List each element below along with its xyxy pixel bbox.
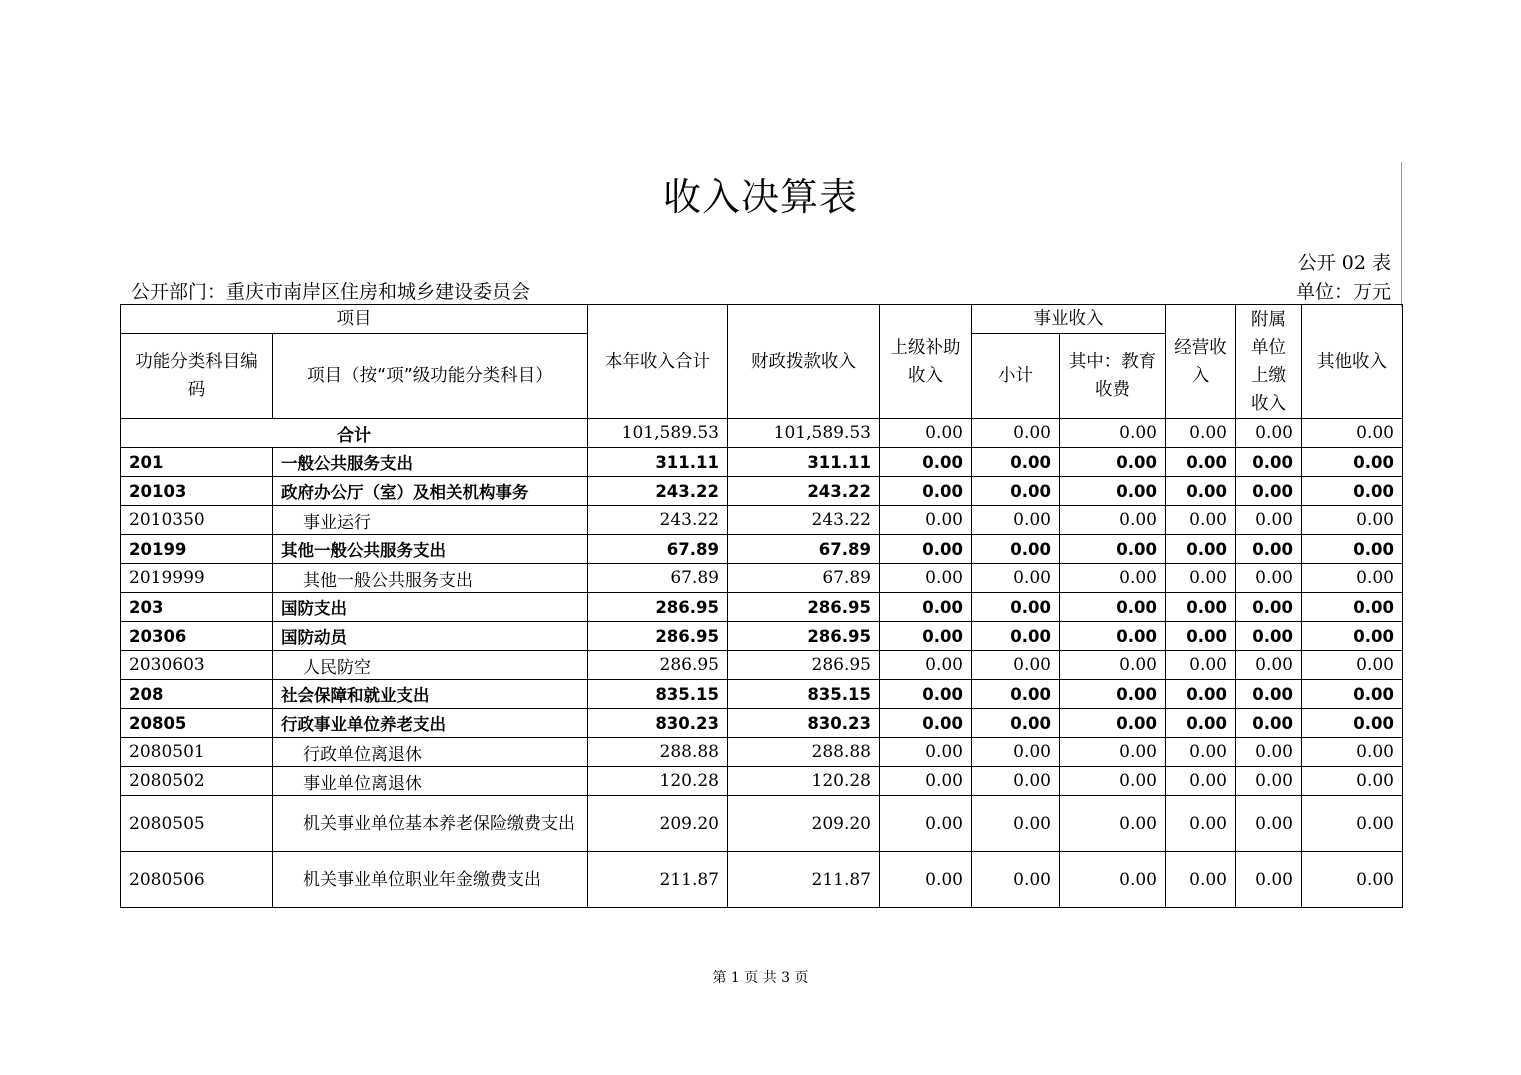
- row-value: 0.00: [1060, 767, 1166, 796]
- total-cell: 0.00: [1236, 419, 1302, 448]
- row-value: 120.28: [728, 767, 880, 796]
- row-value: 0.00: [1302, 651, 1403, 680]
- row-value: 0.00: [1166, 796, 1236, 852]
- table-row: [121, 852, 1403, 908]
- row-value: 0.00: [1166, 506, 1236, 535]
- row-value: 0.00: [972, 564, 1060, 593]
- row-value: 211.87: [728, 852, 880, 908]
- row-value: 0.00: [972, 767, 1060, 796]
- table-code: 公开 02 表: [1297, 252, 1391, 274]
- total-cell: 0.00: [880, 419, 972, 448]
- header-project-name: 项目（按“项”级功能分类科目）: [273, 334, 588, 419]
- row-value: 286.95: [728, 651, 880, 680]
- row-name: 国防支出: [273, 593, 588, 622]
- header-fiscal: 财政拨款收入: [728, 305, 880, 419]
- table-row: [121, 535, 1403, 564]
- total-cell: 0.00: [1302, 419, 1403, 448]
- row-value: 0.00: [1236, 535, 1302, 564]
- row-value: 0.00: [1060, 477, 1166, 506]
- header-operating: 经营收入: [1166, 305, 1236, 419]
- row-value: 0.00: [1302, 622, 1403, 651]
- row-value: 0.00: [880, 738, 972, 767]
- row-value: 0.00: [1302, 448, 1403, 477]
- header-total-income: 本年收入合计: [588, 305, 728, 419]
- table-row: [121, 767, 1403, 796]
- row-value: 0.00: [1166, 564, 1236, 593]
- row-value: 0.00: [972, 709, 1060, 738]
- row-code: 20103: [121, 477, 273, 506]
- header-subtotal: 小计: [972, 334, 1060, 419]
- row-code: 2019999: [121, 564, 273, 593]
- row-value: 0.00: [880, 477, 972, 506]
- row-value: 835.15: [588, 680, 728, 709]
- row-value: 0.00: [1060, 680, 1166, 709]
- row-code: 203: [121, 593, 273, 622]
- row-value: 0.00: [1060, 622, 1166, 651]
- row-value: 0.00: [972, 593, 1060, 622]
- row-value: 0.00: [1302, 593, 1403, 622]
- row-name: 人民防空: [273, 651, 588, 680]
- row-value: 0.00: [1236, 477, 1302, 506]
- total-row: [121, 419, 1403, 448]
- row-value: 0.00: [1166, 738, 1236, 767]
- row-value: 0.00: [1060, 709, 1166, 738]
- row-value: 0.00: [972, 651, 1060, 680]
- row-value: 0.00: [1166, 535, 1236, 564]
- row-code: 2030603: [121, 651, 273, 680]
- row-value: 0.00: [972, 477, 1060, 506]
- row-code: 2080506: [121, 852, 273, 908]
- row-value: 0.00: [880, 709, 972, 738]
- row-value: 0.00: [880, 535, 972, 564]
- row-value: 0.00: [1166, 593, 1236, 622]
- row-value: 286.95: [728, 622, 880, 651]
- row-value: 0.00: [1302, 709, 1403, 738]
- row-value: 286.95: [588, 651, 728, 680]
- row-value: 209.20: [728, 796, 880, 852]
- row-value: 0.00: [880, 767, 972, 796]
- row-value: 288.88: [588, 738, 728, 767]
- income-table: [120, 304, 1403, 908]
- row-code: 20199: [121, 535, 273, 564]
- row-value: 67.89: [588, 564, 728, 593]
- table-row: [121, 564, 1403, 593]
- row-value: 0.00: [880, 564, 972, 593]
- row-value: 243.22: [588, 506, 728, 535]
- table-row: [121, 680, 1403, 709]
- total-label: 合计: [121, 419, 588, 448]
- row-value: 0.00: [972, 448, 1060, 477]
- total-cell: 0.00: [972, 419, 1060, 448]
- row-value: 0.00: [972, 506, 1060, 535]
- row-value: 211.87: [588, 852, 728, 908]
- row-value: 0.00: [972, 680, 1060, 709]
- row-value: 0.00: [1236, 622, 1302, 651]
- row-value: 67.89: [728, 535, 880, 564]
- row-value: 0.00: [1166, 709, 1236, 738]
- row-value: 0.00: [1060, 564, 1166, 593]
- row-value: 0.00: [1302, 535, 1403, 564]
- table-row: [121, 796, 1403, 852]
- header-affiliated: 附属单位上缴收入: [1236, 305, 1302, 419]
- row-value: 0.00: [1302, 767, 1403, 796]
- row-value: 0.00: [1302, 506, 1403, 535]
- row-name: 事业单位离退休: [273, 767, 588, 796]
- row-value: 0.00: [1166, 477, 1236, 506]
- row-value: 0.00: [1166, 767, 1236, 796]
- row-code: 20306: [121, 622, 273, 651]
- row-name: 行政事业单位养老支出: [273, 709, 588, 738]
- row-value: 0.00: [1302, 738, 1403, 767]
- row-code: 2010350: [121, 506, 273, 535]
- row-value: 0.00: [1236, 448, 1302, 477]
- row-value: 311.11: [728, 448, 880, 477]
- header-func-code: 功能分类科目编码: [121, 334, 273, 419]
- row-value: 0.00: [1236, 767, 1302, 796]
- row-code: 2080501: [121, 738, 273, 767]
- total-cell: 0.00: [1166, 419, 1236, 448]
- row-value: 243.22: [728, 477, 880, 506]
- row-name: 其他一般公共服务支出: [273, 564, 588, 593]
- row-value: 0.00: [972, 738, 1060, 767]
- row-value: 286.95: [728, 593, 880, 622]
- row-value: 830.23: [588, 709, 728, 738]
- unit-label: 单位：万元: [1295, 281, 1391, 303]
- page-footer: 第 1 页 共 3 页: [712, 970, 809, 986]
- table-row: [121, 651, 1403, 680]
- row-value: 0.00: [1236, 651, 1302, 680]
- header-other: 其他收入: [1302, 305, 1403, 419]
- row-value: 0.00: [880, 593, 972, 622]
- total-cell: 101,589.53: [728, 419, 880, 448]
- row-value: 0.00: [1060, 506, 1166, 535]
- row-name: 事业运行: [273, 506, 588, 535]
- table-row: [121, 593, 1403, 622]
- table-row: [121, 477, 1403, 506]
- row-value: 243.22: [728, 506, 880, 535]
- table-row: [121, 622, 1403, 651]
- row-value: 286.95: [588, 593, 728, 622]
- row-value: 0.00: [1236, 593, 1302, 622]
- row-value: 0.00: [880, 651, 972, 680]
- row-value: 0.00: [1060, 738, 1166, 767]
- total-cell: 101,589.53: [588, 419, 728, 448]
- row-value: 0.00: [1236, 564, 1302, 593]
- row-value: 288.88: [728, 738, 880, 767]
- total-cell: 0.00: [1060, 419, 1166, 448]
- row-value: 0.00: [1060, 448, 1166, 477]
- row-value: 0.00: [972, 622, 1060, 651]
- row-value: 0.00: [880, 506, 972, 535]
- row-value: 0.00: [1166, 651, 1236, 680]
- row-name: 机关事业单位职业年金缴费支出: [273, 852, 588, 908]
- row-value: 0.00: [1060, 796, 1166, 852]
- row-code: 201: [121, 448, 273, 477]
- row-code: 2080505: [121, 796, 273, 852]
- department-label: 公开部门：重庆市南岸区住房和城乡建设委员会: [131, 281, 531, 303]
- row-value: 311.11: [588, 448, 728, 477]
- row-value: 0.00: [1236, 709, 1302, 738]
- row-name: 国防动员: [273, 622, 588, 651]
- row-value: 120.28: [588, 767, 728, 796]
- row-value: 286.95: [588, 622, 728, 651]
- row-value: 209.20: [588, 796, 728, 852]
- row-value: 0.00: [1302, 680, 1403, 709]
- header-superior: 上级补助收入: [880, 305, 972, 419]
- row-value: 0.00: [1236, 506, 1302, 535]
- row-value: 0.00: [1060, 651, 1166, 680]
- row-value: 243.22: [588, 477, 728, 506]
- row-value: 0.00: [880, 448, 972, 477]
- row-name: 其他一般公共服务支出: [273, 535, 588, 564]
- row-value: 835.15: [728, 680, 880, 709]
- row-value: 0.00: [880, 852, 972, 908]
- row-value: 67.89: [588, 535, 728, 564]
- row-value: 67.89: [728, 564, 880, 593]
- row-name: 机关事业单位基本养老保险缴费支出: [273, 796, 588, 852]
- row-value: 0.00: [1236, 796, 1302, 852]
- row-value: 0.00: [1302, 852, 1403, 908]
- row-name: 行政单位离退休: [273, 738, 588, 767]
- row-value: 0.00: [880, 680, 972, 709]
- table-row: [121, 448, 1403, 477]
- table-row: [121, 738, 1403, 767]
- header-education-fee: 其中：教育收费: [1060, 334, 1166, 419]
- header-project: 项目: [121, 305, 588, 334]
- row-value: 0.00: [1302, 796, 1403, 852]
- row-value: 0.00: [1166, 448, 1236, 477]
- table-row: [121, 506, 1403, 535]
- row-value: 0.00: [972, 796, 1060, 852]
- row-value: 0.00: [1166, 852, 1236, 908]
- row-value: 0.00: [1060, 593, 1166, 622]
- row-value: 0.00: [1236, 738, 1302, 767]
- row-value: 0.00: [1236, 680, 1302, 709]
- page-title: 收入决算表: [662, 175, 858, 219]
- row-value: 0.00: [1060, 535, 1166, 564]
- row-name: 政府办公厅（室）及相关机构事务: [273, 477, 588, 506]
- row-value: 0.00: [880, 796, 972, 852]
- row-name: 一般公共服务支出: [273, 448, 588, 477]
- row-name: 社会保障和就业支出: [273, 680, 588, 709]
- row-value: 0.00: [1302, 564, 1403, 593]
- row-value: 0.00: [972, 852, 1060, 908]
- row-code: 2080502: [121, 767, 273, 796]
- header-business-group: 事业收入: [972, 305, 1166, 334]
- row-value: 0.00: [1302, 477, 1403, 506]
- table-row: [121, 709, 1403, 738]
- row-value: 0.00: [1166, 680, 1236, 709]
- row-value: 830.23: [728, 709, 880, 738]
- row-value: 0.00: [1236, 852, 1302, 908]
- row-code: 208: [121, 680, 273, 709]
- row-value: 0.00: [972, 535, 1060, 564]
- row-value: 0.00: [880, 622, 972, 651]
- row-value: 0.00: [1166, 622, 1236, 651]
- row-value: 0.00: [1060, 852, 1166, 908]
- row-code: 20805: [121, 709, 273, 738]
